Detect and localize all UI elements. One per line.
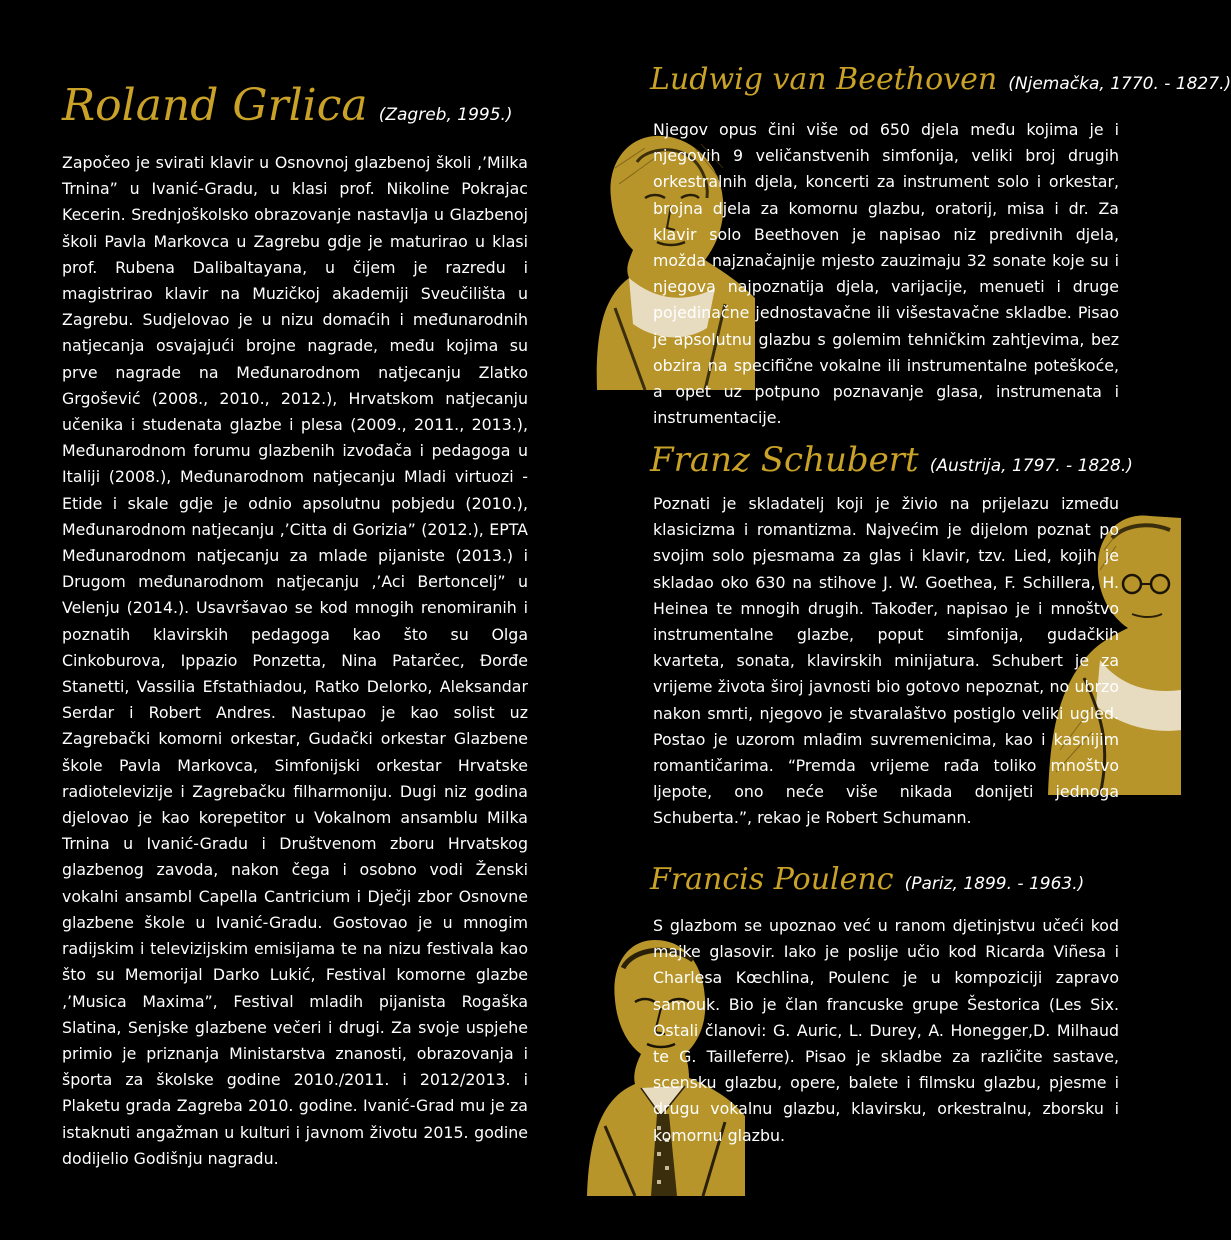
schubert-meta: (Austrija, 1797. - 1828.) [929, 456, 1133, 476]
poulenc-heading [650, 862, 1084, 897]
roland-name: Roland Grlica [62, 80, 368, 131]
beethoven-heading [650, 62, 1231, 97]
roland-bio: Započeo je svirati klavir u Osnovnoj glazbenoj školi ‚’Milka Trnina” u Ivanić-Gradu, u klasi prof. Nikoline Pokrajac Kecerin. Srednjoškolsko obrazovanje nastavlja u Glazbenoj školi Pavla Markovca u Zagrebu gdje je maturirao u klasi prof. Rubena Dalibaltayana, u čijem je razredu i magistrirao klavir na Muzičkoj akademiji Sveučilišta u Zagrebu. Sudjelovao je u nizu domaćih i međunarodnih natjecanja osvajajući brojne nagrade, među kojima su prve nagrade na Međunarodnom natjecanju Zlatko Grgošević (2008., 2010., 2012.), Hrvatskom natjecanju učenika i studenata glazbe i plesa (2009., 2011., 2013.), Međunarodnom forumu glazbenih izvođača i pedagoga u Italiji (2008.), Međunarodnom natjecanju Mladi virtuozi - Etide i skale gdje je odnio apsolutnu pobjedu (2010.), Međunarodnom natjecanju ‚’Citta di Gorizia” (2012.), EPTA Međunarodnom natjecanju za mlade pijaniste (2013.) i Drugom međunarodnom natjecanju ‚’Aci Bertoncelj” u Velenju (2014.). Usavršavao se kod mnogih renomiranih i poznatih klavirskih pedagoga kao što su Olga Cinkoburova, Ippazio Ponzetta, Nina Patarčec, Đorđe Stanetti, Vassilia Efstathiadou, Ratko Delorko, Aleksandar Serdar i Robert Andres. Nastupao je kao solist uz Zagrebački komorni orkestar, Gudački orkestar Glazbene škole Pavla Markovca, Simfonijski orkestar Hrvatske radiotelevizije i Zagrebačku filharmoniju. Dugi niz godina djelovao je kao korepetitor u Vokalnom ansamblu Milka Trnina u Ivanić-Gradu i Društvenom zboru Hrvatskog glazbenog zavoda, nakon čega i osobno vodi Ženski vokalni ansambl Capella Cantricium i Dječji zbor Osnovne glazbene škole u Ivanić-Gradu. Gostovao je u mnogim radijskim i televizijskim emisijama te na nizu festivala kao što su Memorijal Darko Lukić, Festival komorne glazbe ‚’Musica Maxima”, Festival mladih pijanista Rogaška Slatina, Senjske glazbene večeri i drugi. Za svoje uspjehe primio je priznanja Ministarstva znanosti, obrazovanja i športa za školske godine 2010./2011. i 2012/2013. i Plaketu grada Zagreba 2010. godine. Ivanić-Grad mu je za istaknuti angažman u kulturi i javnom životu 2015. godine dodijelio Godišnju nagradu. [62, 153, 528, 1168]
roland-meta: (Zagreb, 1995.) [378, 105, 513, 125]
poulenc-name: Francis Poulenc [650, 862, 894, 897]
schubert-name: Franz Schubert [650, 440, 919, 480]
poulenc-meta: (Pariz, 1899. - 1963.) [904, 874, 1085, 894]
beethoven-name: Ludwig van Beethoven [650, 62, 998, 97]
poulenc-bio: S glazbom se upoznao već u ranom djetinjstvu učeći kod majke glasovir. Iako je poslije učio kod Ricarda Viñesa i Charlesa Kœchlina, Poulenc je u kompoziciji zapravo samouk. Bio je član francuske grupe Šestorica (Les Six. Ostali članovi: G. Auric, L. Durey, A. Honegger,D. Milhaud te G. Tailleferre). Pisao je skladbe za različite sastave, scensku glazbu, opere, balete i filmsku glazbu, pjesme i drugu vokalnu glazbu, klavirsku, orkestralnu, zborsku i komornu glazbu. [653, 916, 1119, 1145]
beethoven-bio: Njegov opus čini više od 650 djela među kojima je i njegovih 9 veličanstvenih simfonija, veliki broj drugih orkestralnih djela, koncerti za instrument solo i orkestar, brojna djela za komornu glazbu, oratorij, misa i dr. Za klavir solo Beethoven je napisao niz predivnih djela, možda najznačajnije mjesto zauzimaju 32 sonate koje su i njegova najpoznatija djela, varijacije, menueti i druge pojedinačne jednostavačne ili višestavačne skladbe. Pisao je apsolutnu glazbu s golemim tehničkim zahtjevima, bez obzira na specifične vokalne ili instrumentalne poteškoće, a opet uz potpuno poznavanje glasa, instrumenata i instrumentacije. [653, 120, 1119, 428]
roland-heading [62, 80, 513, 131]
schubert-heading [650, 440, 1133, 480]
schubert-bio: Poznati je skladatelj koji je živio na prijelazu između klasicizma i romantizma. Najvećim je dijelom poznat po svojim solo pjesmama za glas i klavir, tzv. Lied, kojih je skladao oko 630 na stihove J. W. Goethea, F. Schillera, H. Heinea te mnogih drugih. Također, napisao je i mnoštvo instrumentalne glazbe, poput simfonija, gudačkih kvarteta, sonata, klavirskih minijatura. Schubert je za vrijeme života široj javnosti bio gotovo nepoznat, no ubrzo nakon smrti, njegovo je stvaralaštvo postiglo veliki ugled. Postao je uzorom mlađim suvremenicima, kao i kasnijim romantičarima. “Premda vrijeme rađa toliko mnoštvo ljepote, ono neće više nikada donijeti jednoga Schuberta.”, rekao je Robert Schumann. [653, 494, 1119, 828]
beethoven-meta: (Njemačka, 1770. - 1827.) [1008, 74, 1231, 94]
